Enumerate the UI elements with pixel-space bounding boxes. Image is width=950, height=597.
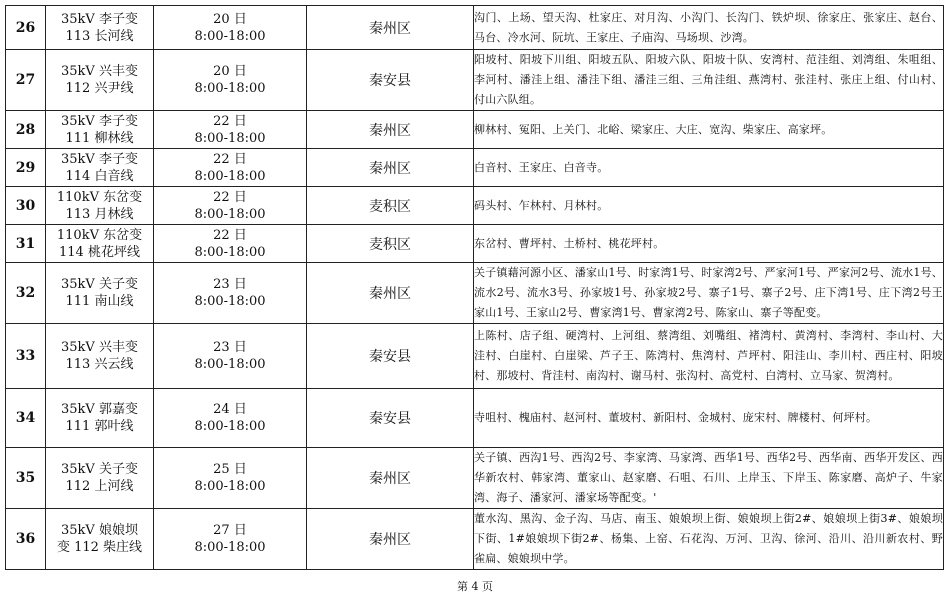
outage-day: 22 日 bbox=[213, 189, 247, 205]
substation-label: 35kV 李子变 bbox=[61, 11, 138, 27]
substation-label: 35kV 李子变 bbox=[61, 113, 138, 129]
outage-time bbox=[154, 263, 307, 324]
outage-time bbox=[154, 149, 307, 187]
substation-label: 110kV 东岔变 bbox=[56, 189, 143, 205]
table-body bbox=[6, 6, 944, 570]
district: 秦州区 bbox=[307, 149, 474, 187]
district: 秦州区 bbox=[307, 448, 474, 509]
substation-label: 35kV 关子变 bbox=[61, 277, 138, 292]
district: 秦州区 bbox=[307, 263, 474, 324]
outage-hours: 8:00-18:00 bbox=[194, 357, 266, 372]
line-name bbox=[46, 149, 154, 187]
outage-day: 20 日 bbox=[213, 11, 247, 27]
row-number: 31 bbox=[6, 225, 46, 263]
outage-day: 24 日 bbox=[213, 402, 247, 417]
line-name bbox=[46, 6, 154, 50]
feeder-label: 114 白音线 bbox=[65, 168, 134, 184]
affected-places: 董水沟、黑沟、金子沟、马店、南玉、娘娘坝上街、娘娘坝上街2#、娘娘坝上街3#、娘娘坝下街、1#娘娘坝下街2#、杨集、上窑、石花沟、万河、卫沟、徐河、沿川、沿川新农村、野雀扁、娘娘坝中学。 bbox=[474, 509, 944, 570]
outage-hours: 8:00-18:00 bbox=[194, 81, 266, 96]
table-row bbox=[6, 187, 944, 225]
outage-hours: 8:00-18:00 bbox=[194, 419, 266, 434]
page-number: 第 4 页 bbox=[457, 580, 493, 593]
substation-label: 35kV 关子变 bbox=[61, 462, 138, 477]
substation-label: 35kV 郭嘉变 bbox=[61, 402, 138, 417]
outage-time bbox=[154, 509, 307, 570]
outage-hours: 8:00-18:00 bbox=[194, 130, 266, 146]
outage-schedule-table bbox=[5, 5, 944, 570]
feeder-label: 113 月林线 bbox=[65, 206, 134, 222]
outage-day: 23 日 bbox=[213, 277, 247, 292]
district: 秦州区 bbox=[307, 111, 474, 149]
affected-places: 关子镇藉河源小区、潘家山1号、时家湾1号、时家湾2号、严家河1号、严家河2号、流水1号、流水2号、流水3号、孙家坡1号、孙家坡2号、寨子1号、寨子2号、庄下湾1号、庄下湾2号王家山1号、王家山2号、曹家湾1号、曹家湾2号、陈家山、寨子等配变。 bbox=[474, 263, 944, 324]
outage-hours: 8:00-18:00 bbox=[194, 540, 266, 555]
district: 秦安县 bbox=[307, 50, 474, 111]
outage-time bbox=[154, 6, 307, 50]
table-row bbox=[6, 149, 944, 187]
line-name bbox=[46, 263, 154, 324]
table-row bbox=[6, 263, 944, 324]
row-number: 29 bbox=[6, 149, 46, 187]
substation-label: 110kV 东岔变 bbox=[56, 227, 143, 243]
substation-label: 35kV 李子变 bbox=[61, 151, 138, 167]
affected-places: 沟门、上场、望天沟、杜家庄、对月沟、小沟门、长沟门、铁炉坝、徐家庄、张家庄、赵台、马台、冷水河、阮坑、王家庄、子庙沟、马场坝、沙湾。 bbox=[474, 6, 944, 50]
outage-day: 22 日 bbox=[213, 227, 247, 243]
outage-hours: 8:00-18:00 bbox=[194, 168, 266, 184]
affected-places: 柳林村、冤阳、上关门、北峪、梁家庄、大庄、宽沟、柴家庄、高家坪。 bbox=[474, 111, 944, 149]
outage-time bbox=[154, 448, 307, 509]
feeder-label: 112 上河线 bbox=[65, 479, 134, 494]
line-name bbox=[46, 187, 154, 225]
feeder-label: 114 桃花坪线 bbox=[59, 244, 140, 260]
row-number: 26 bbox=[6, 6, 46, 50]
outage-time bbox=[154, 187, 307, 225]
affected-places: 阳坡村、阳坡下川组、阳坡五队、阳坡六队、阳坡十队、安湾村、范洼组、刘湾组、朱咀组、李河村、潘洼上组、潘洼下组、潘洼三组、三角洼组、燕湾村、张洼村、张庄上组、付山村、付山六队组。 bbox=[474, 50, 944, 111]
affected-places: 上陈村、店子组、硬湾村、上河组、蔡湾组、刘嘴组、褚湾村、黄湾村、李湾村、李山村、大洼村、白崖村、白崖梁、芦子王、陈湾村、焦湾村、芦坪村、阳洼山、李川村、西庄村、阳坡村、那坡村、背洼村、南沟村、谢马村、张沟村、高党村、白湾村、立马家、贺湾村。 bbox=[474, 324, 944, 389]
line-name bbox=[46, 225, 154, 263]
row-number: 33 bbox=[6, 324, 46, 389]
affected-places: 码头村、乍林村、月林村。 bbox=[474, 187, 944, 225]
outage-day: 20 日 bbox=[213, 64, 247, 79]
feeder-label: 111 郭叶线 bbox=[65, 419, 134, 434]
substation-label: 35kV 娘娘坝 bbox=[61, 523, 138, 538]
feeder-label: 变 112 柴庄线 bbox=[56, 540, 143, 555]
row-number: 27 bbox=[6, 50, 46, 111]
feeder-label: 111 南山线 bbox=[65, 294, 134, 309]
outage-time bbox=[154, 225, 307, 263]
outage-day: 27 日 bbox=[213, 523, 247, 538]
affected-places: 寺咀村、槐庙村、赵河村、董坡村、新阳村、金城村、庞宋村、牌楼村、何坪村。 bbox=[474, 389, 944, 448]
outage-hours: 8:00-18:00 bbox=[194, 294, 266, 309]
row-number: 34 bbox=[6, 389, 46, 448]
outage-hours: 8:00-18:00 bbox=[194, 244, 266, 260]
outage-time bbox=[154, 50, 307, 111]
line-name bbox=[46, 389, 154, 448]
feeder-label: 113 长河线 bbox=[65, 28, 134, 44]
outage-time bbox=[154, 389, 307, 448]
line-name bbox=[46, 50, 154, 111]
table-row bbox=[6, 509, 944, 570]
substation-label: 35kV 兴丰变 bbox=[61, 340, 138, 355]
outage-day: 25 日 bbox=[213, 462, 247, 477]
line-name bbox=[46, 448, 154, 509]
feeder-label: 112 兴尹线 bbox=[65, 81, 134, 96]
district: 秦安县 bbox=[307, 324, 474, 389]
line-name bbox=[46, 509, 154, 570]
line-name bbox=[46, 111, 154, 149]
outage-time bbox=[154, 111, 307, 149]
district: 秦州区 bbox=[307, 509, 474, 570]
table-row bbox=[6, 111, 944, 149]
table-row bbox=[6, 50, 944, 111]
outage-hours: 8:00-18:00 bbox=[194, 479, 266, 494]
outage-day: 23 日 bbox=[213, 340, 247, 355]
line-name bbox=[46, 324, 154, 389]
row-number: 36 bbox=[6, 509, 46, 570]
district: 秦安县 bbox=[307, 389, 474, 448]
outage-hours: 8:00-18:00 bbox=[194, 206, 266, 222]
table-row bbox=[6, 6, 944, 50]
row-number: 35 bbox=[6, 448, 46, 509]
table-row bbox=[6, 448, 944, 509]
row-number: 32 bbox=[6, 263, 46, 324]
affected-places: 关子镇、西沟1号、西沟2号、李家湾、马家湾、西华1号、西华2号、西华南、西华开发区、西华新农村、韩家湾、董家山、赵家磨、石咀、石川、上岸玉、下岸玉、陈家磨、高炉子、牛家湾、海子、潘家河、潘家场等配变。' bbox=[474, 448, 944, 509]
affected-places: 东岔村、曹坪村、土桥村、桃花坪村。 bbox=[474, 225, 944, 263]
feeder-label: 113 兴云线 bbox=[65, 357, 134, 372]
district: 麦积区 bbox=[307, 187, 474, 225]
district: 麦积区 bbox=[307, 225, 474, 263]
row-number: 28 bbox=[6, 111, 46, 149]
feeder-label: 111 柳林线 bbox=[65, 130, 134, 146]
substation-label: 35kV 兴丰变 bbox=[61, 64, 138, 79]
row-number: 30 bbox=[6, 187, 46, 225]
district: 秦州区 bbox=[307, 6, 474, 50]
outage-time bbox=[154, 324, 307, 389]
table-row bbox=[6, 324, 944, 389]
table-row bbox=[6, 389, 944, 448]
outage-day: 22 日 bbox=[213, 113, 247, 129]
outage-hours: 8:00-18:00 bbox=[194, 28, 266, 44]
affected-places: 白音村、王家庄、白音寺。 bbox=[474, 149, 944, 187]
table-row bbox=[6, 225, 944, 263]
outage-day: 22 日 bbox=[213, 151, 247, 167]
